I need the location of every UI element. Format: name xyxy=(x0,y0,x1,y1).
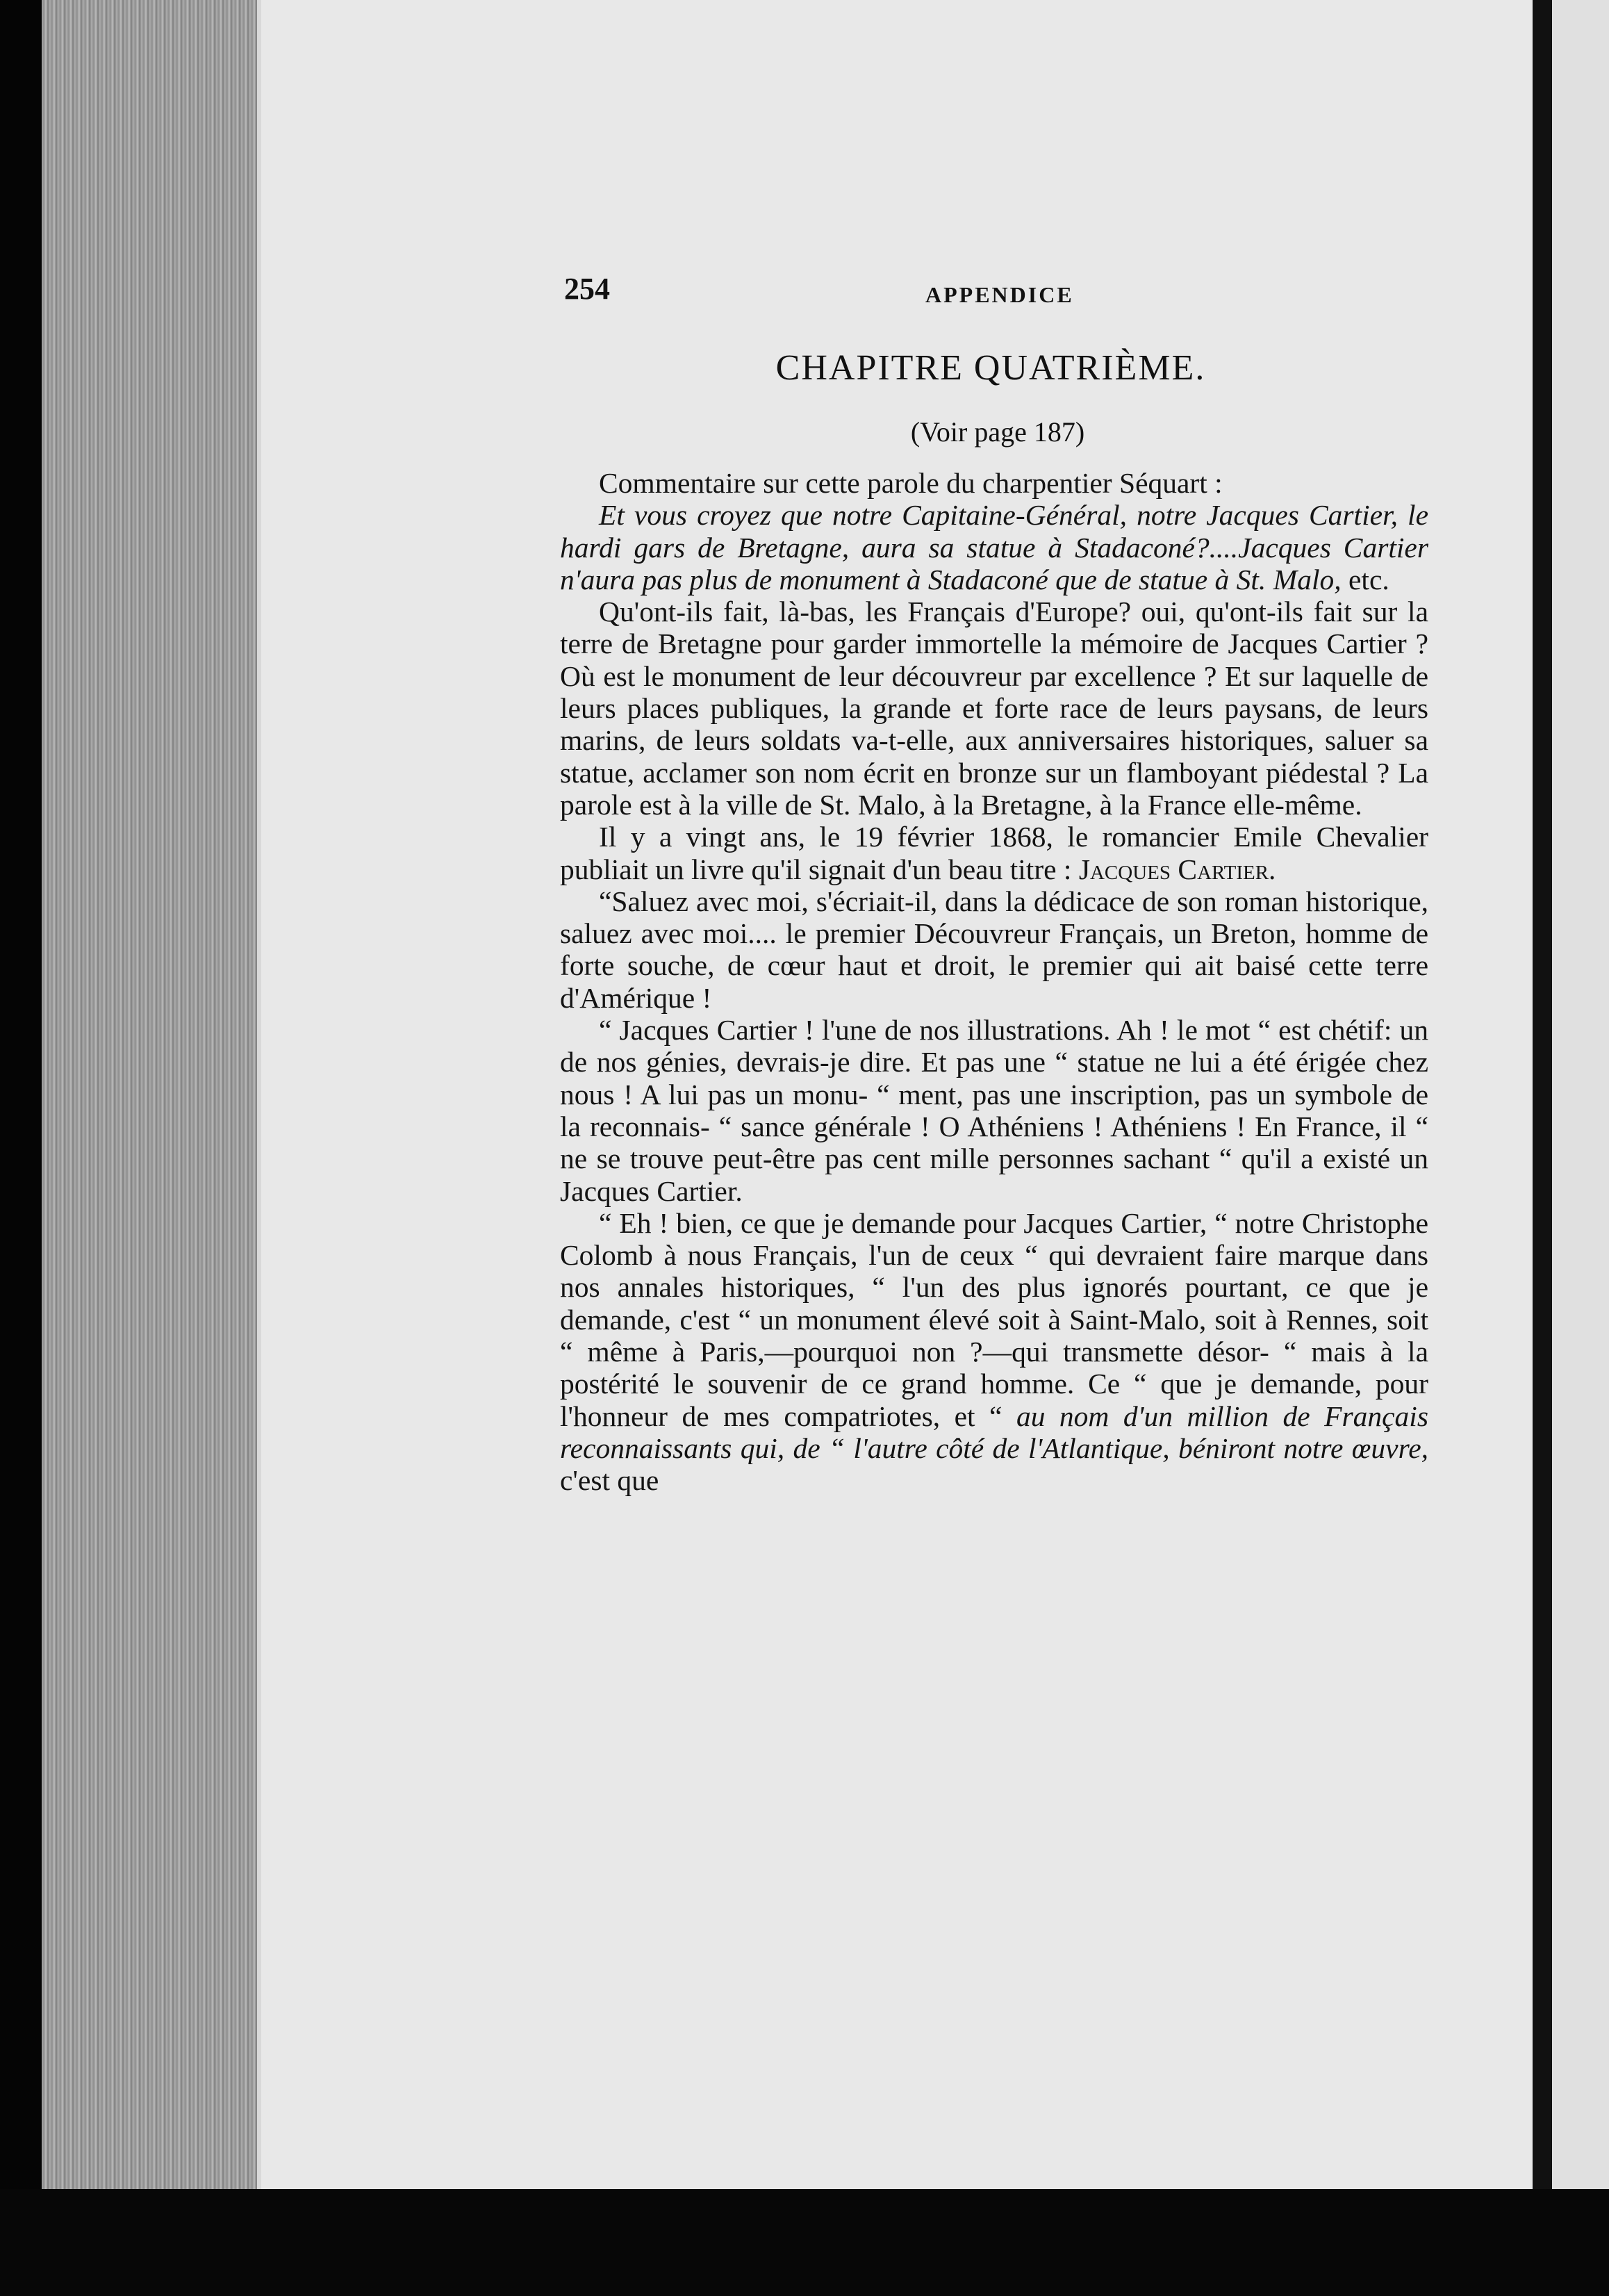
gutter-shadow xyxy=(1533,0,1552,2196)
paragraph-dedication: “Saluez avec moi, s'écriait-il, dans la dédicace de son roman historique, saluez avec moi.... le premier Découvreur Français, un Breton, homme de forte souche, de cœur haut et droit, le premier qui ait baisé cette terre d'Amérique ! xyxy=(560,885,1428,1014)
page-header xyxy=(564,271,1403,320)
chapter-title: CHAPITRE QUATRIÈME. xyxy=(775,348,1206,388)
page-number: 254 xyxy=(564,272,610,306)
scan-bottom-border xyxy=(0,2189,1609,2296)
book-page-edges xyxy=(42,0,261,2245)
paragraph-quote xyxy=(560,499,1428,596)
paragraph-commentary: Qu'ont-ils fait, là-bas, les Français d'Europe? oui, qu'ont-ils fait sur la terre de Bretagne pour garder immortelle la mémoire de Jacques Cartier ? Où est le monument de leur découvreur par excellence ? Et sur laquelle de leurs places publiques, la grande et forte race de leurs paysans, de leurs marins, de leurs soldats va-t-elle, aux anniversaires historiques, saluer sa statue, acclamer son nom écrit en bronze sur un flamboyant piédestal ? La parole est à la ville de St. Malo, à la Bretagne, à la France elle-même. xyxy=(560,596,1428,821)
body-text xyxy=(560,467,1428,1497)
page-reference: (Voir page 187) xyxy=(910,416,1085,448)
paragraph-demand xyxy=(560,1207,1428,1497)
quote-italic: Et vous croyez que notre Capitaine-Général, notre Jacques Cartier, le hardi gars de Bretagne, aura sa statue à Stadaconé?....Jacques Cartier n'aura pas plus de monument à Stadaconé que de statue à St. Malo, xyxy=(560,499,1428,596)
demand-italic: au nom d'un million de Français reconnaissants qui, de “ l'autre côté de l'Atlantique, béniront notre œuvre, xyxy=(560,1400,1428,1464)
paragraph-chevalier xyxy=(560,821,1428,885)
scan-left-border xyxy=(0,0,42,2296)
demand-text: “ Eh ! bien, ce que je demande pour Jacques Cartier, “ notre Christophe Colomb à nous Français, l'un de ceux “ qui devraient faire marque dans nos annales historiques, “ l'un des plus ignorés pourtant, ce que je demande, c'est “ un monument élevé soit à Saint-Malo, soit à Rennes, soit “ même à Paris,—pourquoi non ?—qui transmette désor- “ mais à la postérité le souvenir de ce grand homme. Ce “ que je demande, pour l'honneur de mes compatriotes, et “ xyxy=(560,1206,1428,1432)
quote-tail: etc. xyxy=(1341,563,1389,596)
paragraph-intro: Commentaire sur cette parole du charpentier Séquart : xyxy=(599,467,1223,499)
book-title: Jacques Cartier. xyxy=(1078,853,1276,885)
running-head: APPENDICE xyxy=(925,282,1074,307)
chevalier-text: Il y a vingt ans, le 19 février 1868, le romancier Emile Chevalier publiait un livre qu'il signait d'un beau titre : xyxy=(560,821,1428,885)
paragraph-illustrations: “ Jacques Cartier ! l'une de nos illustrations. Ah ! le mot “ est chétif: un de nos génies, devrais-je dire. Et pas une “ statue ne lui a été érigée chez nous ! A lui pas un monu- “ ment, pas une inscription, pas un symbole de la reconnais- “ sance générale ! O Athéniens ! Athéniens ! En France, il “ ne se trouve peut-être pas cent mille personnes sachant “ qu'il a existé un Jacques Cartier. xyxy=(560,1014,1428,1207)
demand-tail: c'est que xyxy=(560,1464,659,1497)
adjacent-page-edge xyxy=(1552,0,1609,2189)
